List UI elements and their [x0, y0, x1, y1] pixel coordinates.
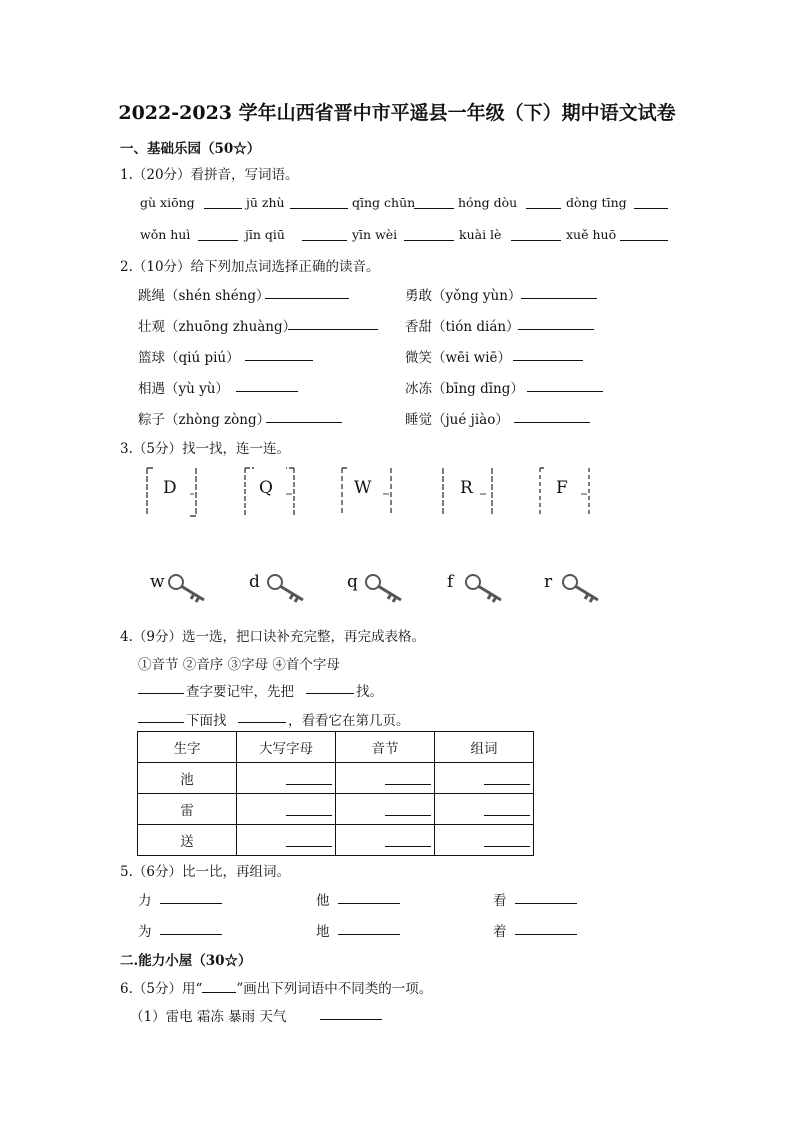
question-6-prompt-start: 6.（5分）用“	[120, 981, 203, 997]
pinyin-item: gù xiōng	[140, 195, 195, 210]
rhyme-text: 查字要记牢，先把	[186, 684, 294, 700]
answer-blank[interactable]	[288, 329, 378, 330]
pinyin-item: kuài lè	[459, 227, 502, 242]
word-group-1: （1）雷电 霜冻 暴雨 天气	[130, 1009, 287, 1025]
lowercase-letter: f	[447, 572, 454, 592]
answer-cell[interactable]	[237, 794, 336, 825]
answer-blank[interactable]	[320, 1019, 382, 1020]
answer-blank[interactable]	[634, 208, 668, 209]
question-4-prompt: 4.（9分）选一选，把口诀补充完整，再完成表格。	[120, 629, 425, 645]
question-6-prompt-end: ”画出下列词语中不同类的一项。	[236, 981, 433, 997]
table-header: 音节	[336, 732, 435, 763]
pinyin-item: yīn wèi	[352, 227, 398, 242]
answer-blank[interactable]	[160, 934, 222, 935]
compare-char: 为	[138, 924, 152, 940]
lowercase-key[interactable]	[243, 568, 305, 608]
uppercase-letter: Q	[259, 478, 273, 498]
answer-blank[interactable]	[238, 722, 286, 723]
uppercase-box[interactable]	[537, 464, 595, 520]
lookup-table	[137, 731, 534, 856]
answer-blank[interactable]	[138, 693, 184, 694]
compare-char: 地	[316, 924, 330, 940]
underline-sample	[202, 980, 236, 993]
rhyme-text: 找。	[356, 684, 383, 700]
reading-item: 粽子（zhòng zòng）	[138, 412, 271, 428]
answer-blank[interactable]	[204, 208, 242, 209]
rhyme-text: ，看看它在第几页。	[288, 713, 410, 729]
answer-blank[interactable]	[513, 360, 583, 361]
table-row	[138, 763, 534, 794]
reading-item: 睡觉（jué jiào）	[405, 412, 509, 428]
answer-blank[interactable]	[245, 360, 313, 361]
pinyin-item: jū zhù	[246, 195, 285, 210]
pinyin-item: qīng chūn	[352, 195, 416, 210]
pinyin-item: wǒn huì	[140, 227, 191, 242]
reading-item: 微笑（wēi wiē）	[405, 350, 512, 366]
table-header: 生字	[138, 732, 237, 763]
lowercase-letter: w	[150, 572, 165, 592]
reading-item: 冰冻（bīng dīng）	[405, 381, 524, 397]
question-5-prompt: 5.（6分）比一比，再组词。	[120, 864, 290, 880]
answer-cell[interactable]	[336, 763, 435, 794]
answer-blank[interactable]	[521, 298, 597, 299]
table-row	[138, 825, 534, 856]
answer-blank[interactable]	[515, 934, 577, 935]
pinyin-item: dòng tīng	[566, 195, 627, 210]
answer-blank[interactable]	[518, 329, 594, 330]
table-char: 送	[138, 825, 237, 856]
uppercase-box[interactable]	[242, 464, 300, 520]
answer-blank[interactable]	[266, 422, 342, 423]
uppercase-letter: W	[354, 478, 372, 498]
answer-blank[interactable]	[338, 903, 400, 904]
answer-cell[interactable]	[336, 794, 435, 825]
answer-blank[interactable]	[302, 240, 347, 241]
table-row	[138, 794, 534, 825]
lowercase-key[interactable]	[441, 568, 503, 608]
answer-blank[interactable]	[306, 693, 354, 694]
answer-cell[interactable]	[237, 763, 336, 794]
answer-cell[interactable]	[435, 763, 534, 794]
question-6-prompt	[120, 977, 432, 997]
reading-item: 相遇（yù yù）	[138, 381, 229, 397]
reading-item: 壮观（zhuōng zhuàng）	[138, 319, 297, 335]
reading-item: 跳绳（shén shéng）	[138, 288, 270, 304]
lowercase-letter: d	[249, 572, 260, 592]
answer-blank[interactable]	[414, 208, 454, 209]
uppercase-box[interactable]	[339, 464, 397, 520]
answer-blank[interactable]	[160, 903, 222, 904]
reading-item: 勇敢（yǒng yùn）	[405, 288, 522, 304]
rhyme-text: 下面找	[186, 713, 227, 729]
section-heading-2: 二.能力小屋（30☆）	[120, 953, 252, 969]
section-heading-1: 一、基础乐园（50☆）	[120, 141, 261, 157]
answer-blank[interactable]	[620, 240, 668, 241]
answer-cell[interactable]	[237, 825, 336, 856]
answer-blank[interactable]	[236, 391, 298, 392]
answer-blank[interactable]	[198, 240, 238, 241]
answer-blank[interactable]	[515, 903, 577, 904]
lowercase-key[interactable]	[144, 568, 206, 608]
reading-item: 香甜（tión dián）	[405, 319, 520, 335]
lowercase-letter: r	[544, 572, 553, 592]
uppercase-letter: R	[460, 478, 473, 498]
answer-cell[interactable]	[336, 825, 435, 856]
lowercase-letter: q	[347, 572, 358, 592]
answer-blank[interactable]	[511, 240, 561, 241]
uppercase-box[interactable]	[144, 464, 202, 520]
compare-char: 看	[493, 893, 507, 909]
answer-blank[interactable]	[514, 422, 590, 423]
lowercase-key[interactable]	[341, 568, 403, 608]
table-header: 组词	[435, 732, 534, 763]
compare-char: 着	[493, 924, 507, 940]
uppercase-letter: F	[556, 478, 568, 498]
pinyin-item: xuě huō	[566, 227, 617, 242]
table-char: 池	[138, 763, 237, 794]
answer-blank[interactable]	[290, 208, 348, 209]
reading-item: 篮球（qiú piú）	[138, 350, 240, 366]
answer-blank[interactable]	[338, 934, 400, 935]
uppercase-letter: D	[163, 478, 177, 498]
compare-char: 力	[138, 893, 152, 909]
page-title: 2022-2023 学年山西省晋中市平遥县一年级（下）期中语文试卷	[118, 102, 676, 124]
pinyin-item: jīn qiū	[245, 227, 285, 242]
option-list: ①音节 ②音序 ③字母 ④首个字母	[138, 657, 340, 673]
answer-cell[interactable]	[435, 825, 534, 856]
answer-cell[interactable]	[435, 794, 534, 825]
question-1-prompt: 1.（20分）看拼音，写词语。	[120, 167, 299, 183]
answer-blank[interactable]	[138, 722, 184, 723]
question-2-prompt: 2.（10分）给下列加点词选择正确的读音。	[120, 259, 380, 275]
table-header: 大写字母	[237, 732, 336, 763]
pinyin-item: hóng dòu	[458, 195, 518, 210]
compare-char: 他	[316, 893, 330, 909]
table-header-row	[138, 732, 534, 763]
uppercase-box[interactable]	[440, 464, 498, 520]
table-char: 雷	[138, 794, 237, 825]
lowercase-key[interactable]	[538, 568, 600, 608]
answer-blank[interactable]	[527, 391, 603, 392]
question-3-prompt: 3.（5分）找一找，连一连。	[120, 441, 290, 457]
answer-blank[interactable]	[265, 298, 349, 299]
answer-blank[interactable]	[526, 208, 561, 209]
answer-blank[interactable]	[404, 240, 454, 241]
